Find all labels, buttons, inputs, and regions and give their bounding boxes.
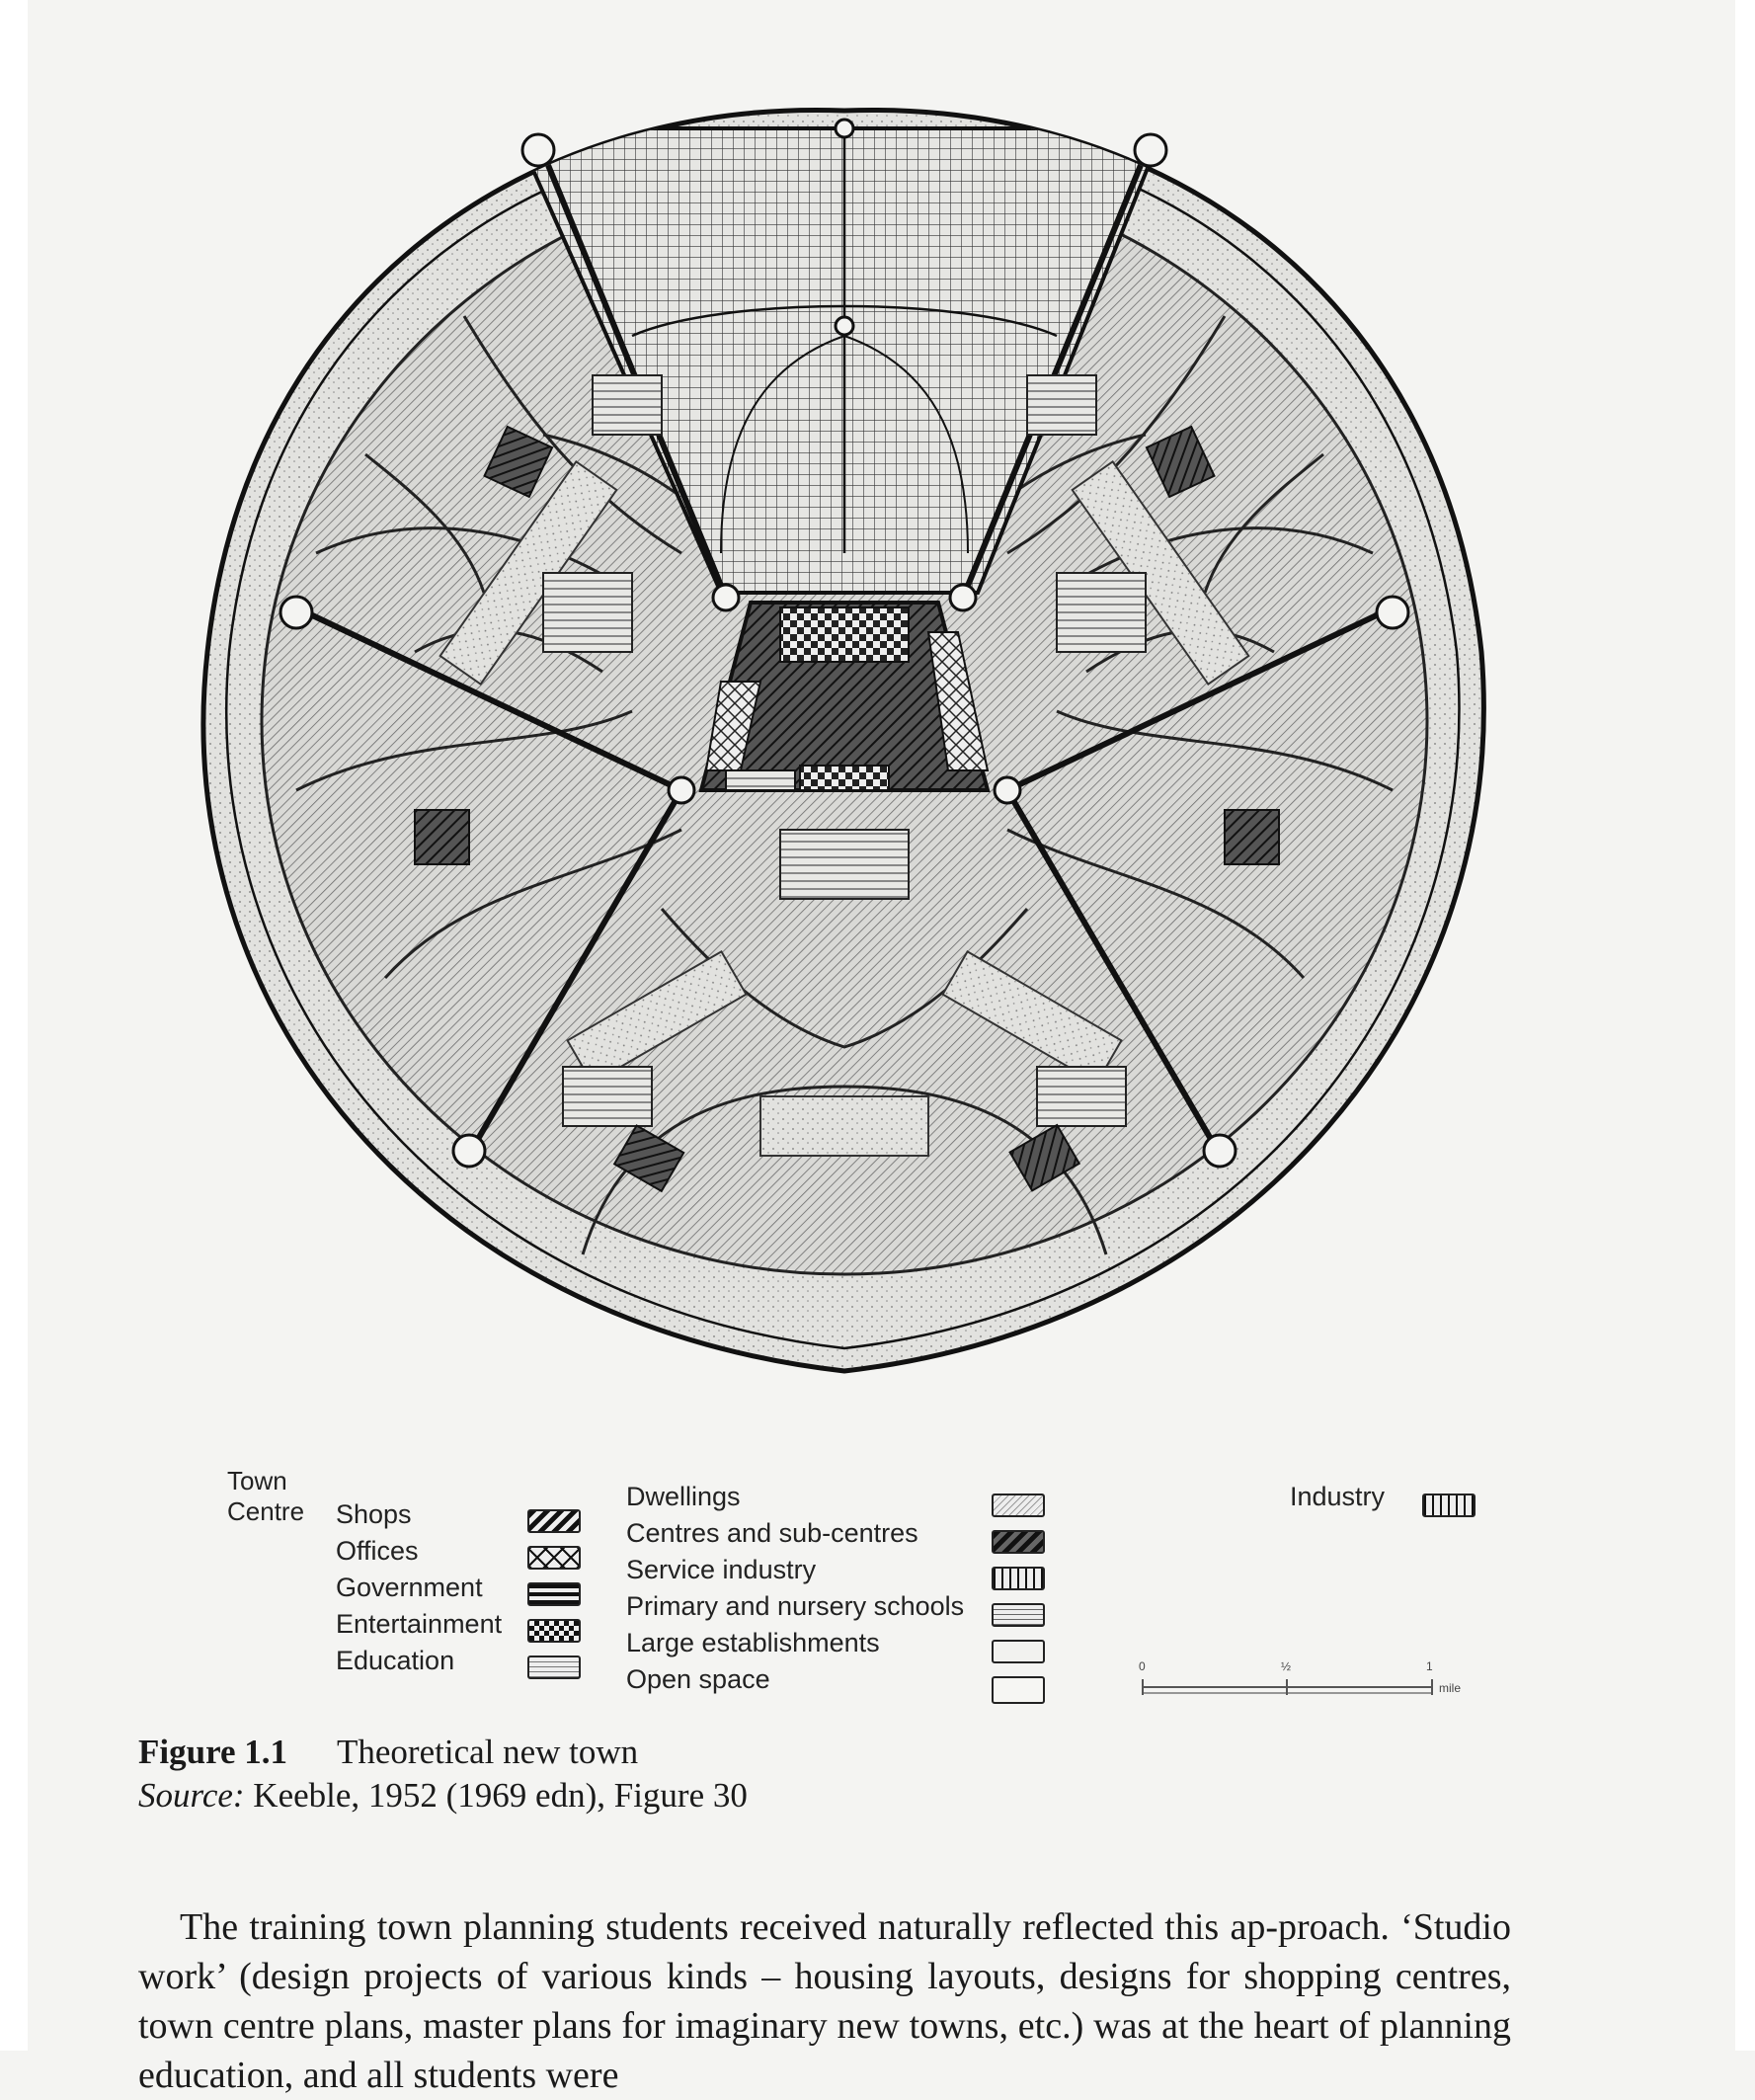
- legend-government: Government: [336, 1573, 483, 1602]
- figure-title: Theoretical new town: [337, 1733, 639, 1771]
- scale-label-start: 0: [1139, 1659, 1146, 1673]
- swatch-service-industry: [992, 1567, 1045, 1590]
- swatch-shops: [527, 1509, 581, 1533]
- caption-line-1: [138, 1731, 748, 1774]
- legend-education: Education: [336, 1646, 455, 1675]
- swatch-entertainment: [527, 1619, 581, 1643]
- body-paragraph: The training town planning students received naturally reflected this ap-proach. ‘Studio work’ (design projects of various kinds – housing layouts, designs for shopping centres, town centre plans, master plans for imaginary new towns, etc.) was at the heart of planning education, and all students were: [138, 1906, 1511, 2096]
- scale-label-unit: mile: [1439, 1681, 1462, 1695]
- legend-centres: Centres and sub-centres: [626, 1518, 918, 1548]
- swatch-large-establishments: [992, 1640, 1045, 1663]
- legend-heading-town-centre: Town Centre: [227, 1466, 305, 1526]
- legend-service-industry: Service industry: [626, 1555, 817, 1584]
- legend-schools: Primary and nursery schools: [626, 1591, 965, 1621]
- legend-entertainment: Entertainment: [336, 1609, 503, 1639]
- source-label: Source:: [138, 1776, 245, 1815]
- source-text: Keeble, 1952 (1969 edn), Figure 30: [253, 1776, 748, 1815]
- swatch-centres: [992, 1530, 1045, 1554]
- town-plan-drawing: [168, 40, 1521, 1422]
- swatch-education: [527, 1656, 581, 1679]
- legend-shops: Shops: [336, 1499, 412, 1529]
- legend-open-space: Open space: [626, 1664, 770, 1694]
- scale-label-end: 1: [1426, 1659, 1433, 1673]
- legend-offices: Offices: [336, 1536, 419, 1566]
- caption-line-2: [138, 1774, 748, 1817]
- swatch-offices: [527, 1546, 581, 1570]
- swatch-schools: [992, 1603, 1045, 1627]
- figure-caption: [138, 1731, 748, 1817]
- page-margin-right: [1735, 0, 1755, 2051]
- legend-industry: Industry: [1290, 1482, 1386, 1511]
- scale-label-mid: ½: [1281, 1659, 1292, 1673]
- town-centre: [701, 603, 988, 790]
- scale-bar: [1141, 1659, 1476, 1699]
- swatch-government: [527, 1582, 581, 1606]
- legend-dwellings: Dwellings: [626, 1482, 741, 1511]
- figure-number: Figure 1.1: [138, 1733, 288, 1771]
- legend-large-establishments: Large establishments: [626, 1628, 880, 1657]
- swatch-industry: [1422, 1494, 1476, 1517]
- page-margin-left: [0, 0, 28, 2051]
- theoretical-new-town-map: [168, 40, 1521, 1422]
- swatch-dwellings: [992, 1494, 1045, 1517]
- swatch-open-space: [992, 1676, 1045, 1704]
